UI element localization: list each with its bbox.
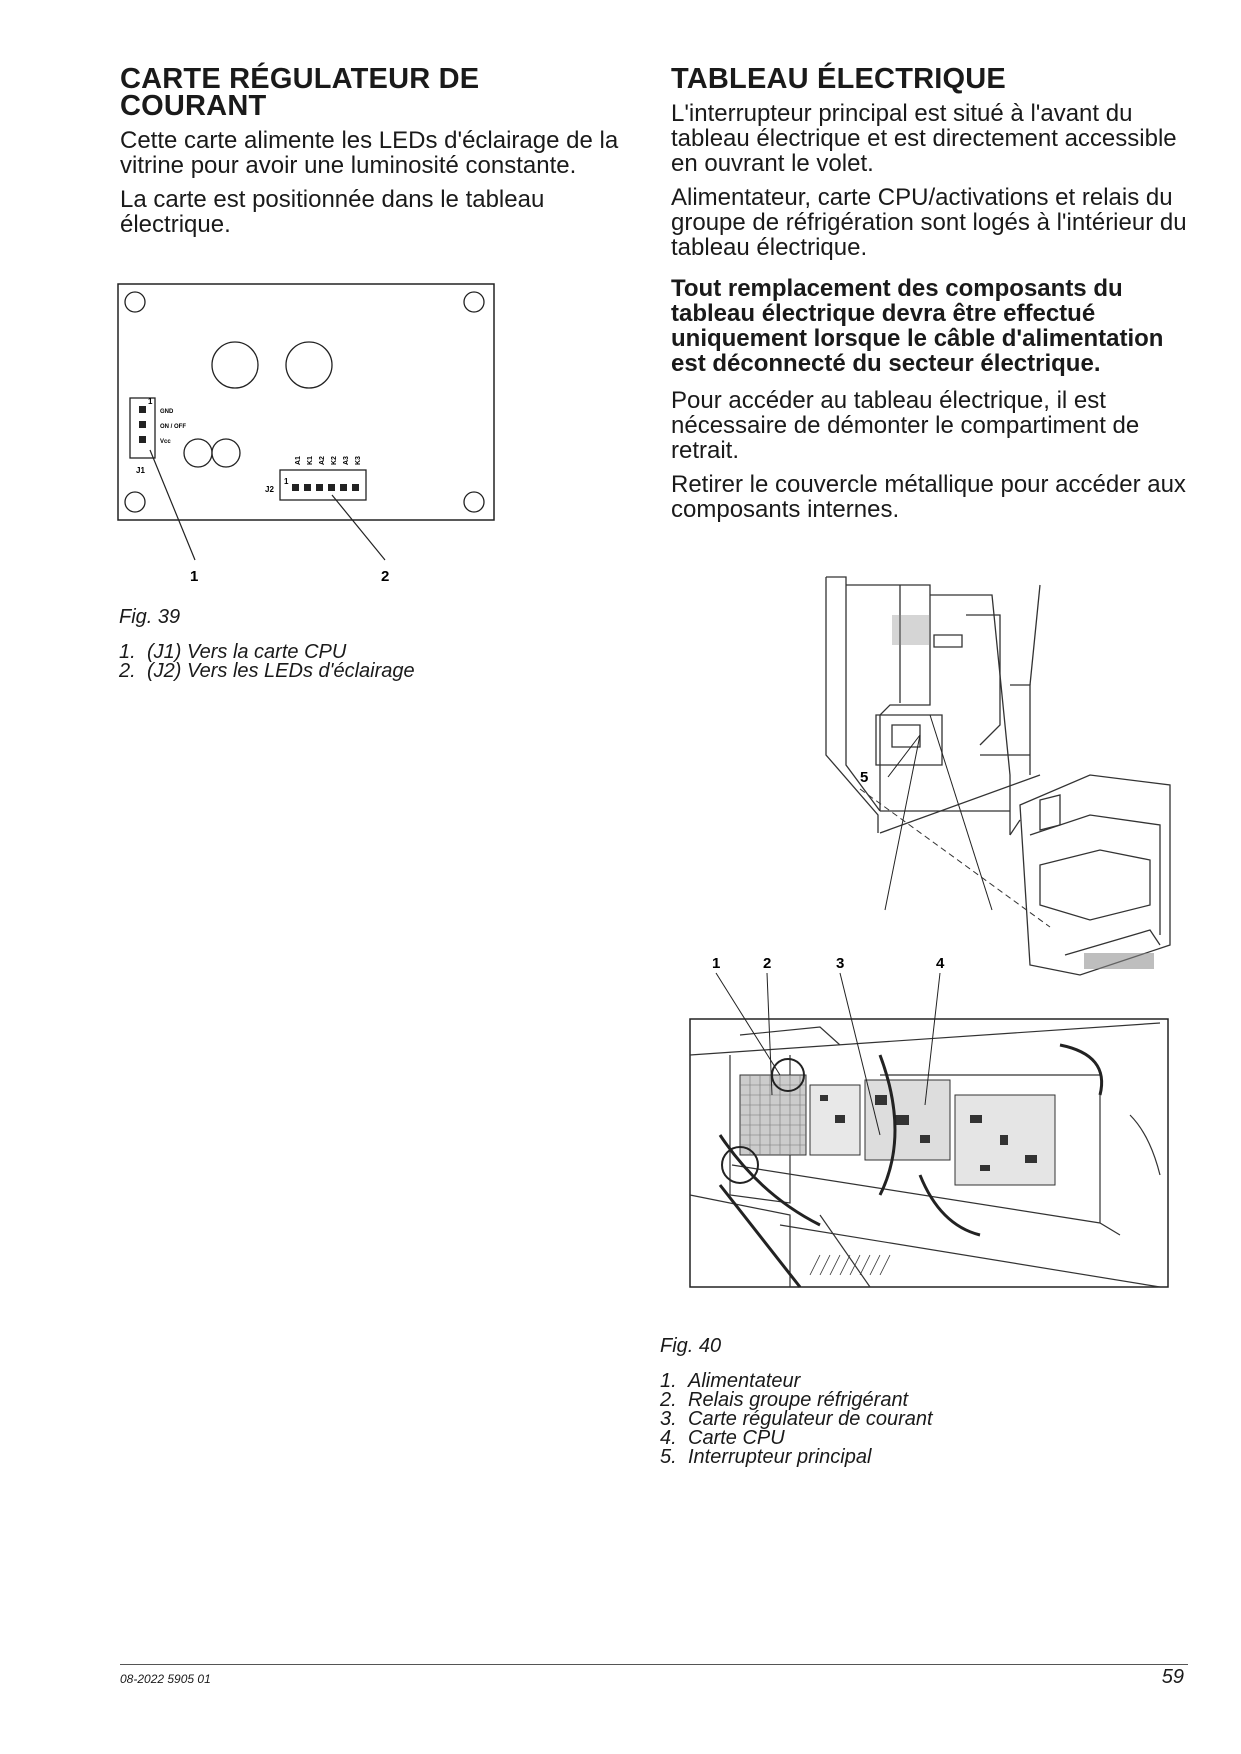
pin-label: A3 — [343, 456, 350, 465]
pin-label: K3 — [355, 456, 362, 465]
figure-legend — [119, 643, 415, 681]
paragraph: Pour accéder au tableau électrique, il est nécessaire de démonter le compartiment de retrait. — [671, 387, 1140, 464]
callout-2: 2 — [381, 568, 390, 585]
paragraph: L'interrupteur principal est situé à l'avant du tableau électrique et est directement accessible en ouvrant le volet. — [671, 100, 1177, 177]
callout-3: 3 — [836, 955, 845, 972]
left-column — [120, 63, 630, 246]
section-heading-current-regulator: CARTE RÉGULATEUR DE COURANT — [120, 63, 480, 122]
section-heading-electrical-panel: TABLEAU ÉLECTRIQUE — [671, 63, 1006, 95]
callout-5: 5 — [860, 769, 869, 786]
pin-label: A1 — [295, 456, 302, 465]
pin-label: K2 — [331, 456, 338, 465]
legend-item: 3. Carte régulateur de courant — [660, 1408, 933, 1430]
pin-one-label: 1 — [148, 397, 153, 406]
vcc-label: Vcc — [160, 439, 171, 445]
warning-paragraph: Tout remplacement des composants du tableau électrique devra être effectué uniquement lorsque le câble d'alimentation est déconnecté du secteur électrique. — [671, 275, 1164, 377]
onoff-label: ON / OFF — [160, 424, 186, 430]
paragraph: Cette carte alimente les LEDs d'éclairage de la vitrine pour avoir une luminosité constante. — [120, 127, 619, 179]
callout-4: 4 — [936, 955, 945, 972]
pin-one-label: 1 — [284, 477, 289, 486]
legend-item: 4. Carte CPU — [660, 1427, 785, 1449]
figure-caption: Fig. 39 — [119, 606, 181, 628]
figure-caption: Fig. 40 — [660, 1335, 722, 1357]
page-number: 59 — [1161, 1666, 1184, 1688]
current-regulator-board-diagram — [110, 280, 510, 590]
legend-item: 1. (J1) Vers la carte CPU — [119, 641, 347, 663]
gnd-label: GND — [160, 409, 174, 415]
legend-item: 2. Relais groupe réfrigérant — [660, 1389, 909, 1411]
callout-1: 1 — [190, 568, 199, 585]
right-column — [671, 63, 1201, 531]
callout-2: 2 — [763, 955, 772, 972]
document-code: 08-2022 5905 01 — [120, 1672, 211, 1686]
paragraph: Retirer le couvercle métallique pour accéder aux composants internes. — [671, 471, 1186, 523]
paragraph: La carte est positionnée dans le tableau électrique. — [120, 186, 545, 238]
pin-label: K1 — [307, 456, 314, 465]
legend-item: 1. Alimentateur — [660, 1370, 801, 1392]
paragraph: Alimentateur, carte CPU/activations et relais du groupe de réfrigération sont logés à l'intérieur du tableau électrique. — [671, 184, 1187, 261]
footer-divider — [120, 1664, 1188, 1665]
electrical-panel-illustration — [680, 575, 1180, 1295]
callout-1: 1 — [712, 955, 721, 972]
j1-label: J1 — [136, 466, 145, 475]
legend-item: 2. (J2) Vers les LEDs d'éclairage — [119, 660, 415, 682]
j2-label: J2 — [265, 485, 274, 494]
figure-legend — [660, 1372, 933, 1467]
legend-item: 5. Interrupteur principal — [660, 1446, 872, 1468]
pin-label: A2 — [319, 456, 326, 465]
